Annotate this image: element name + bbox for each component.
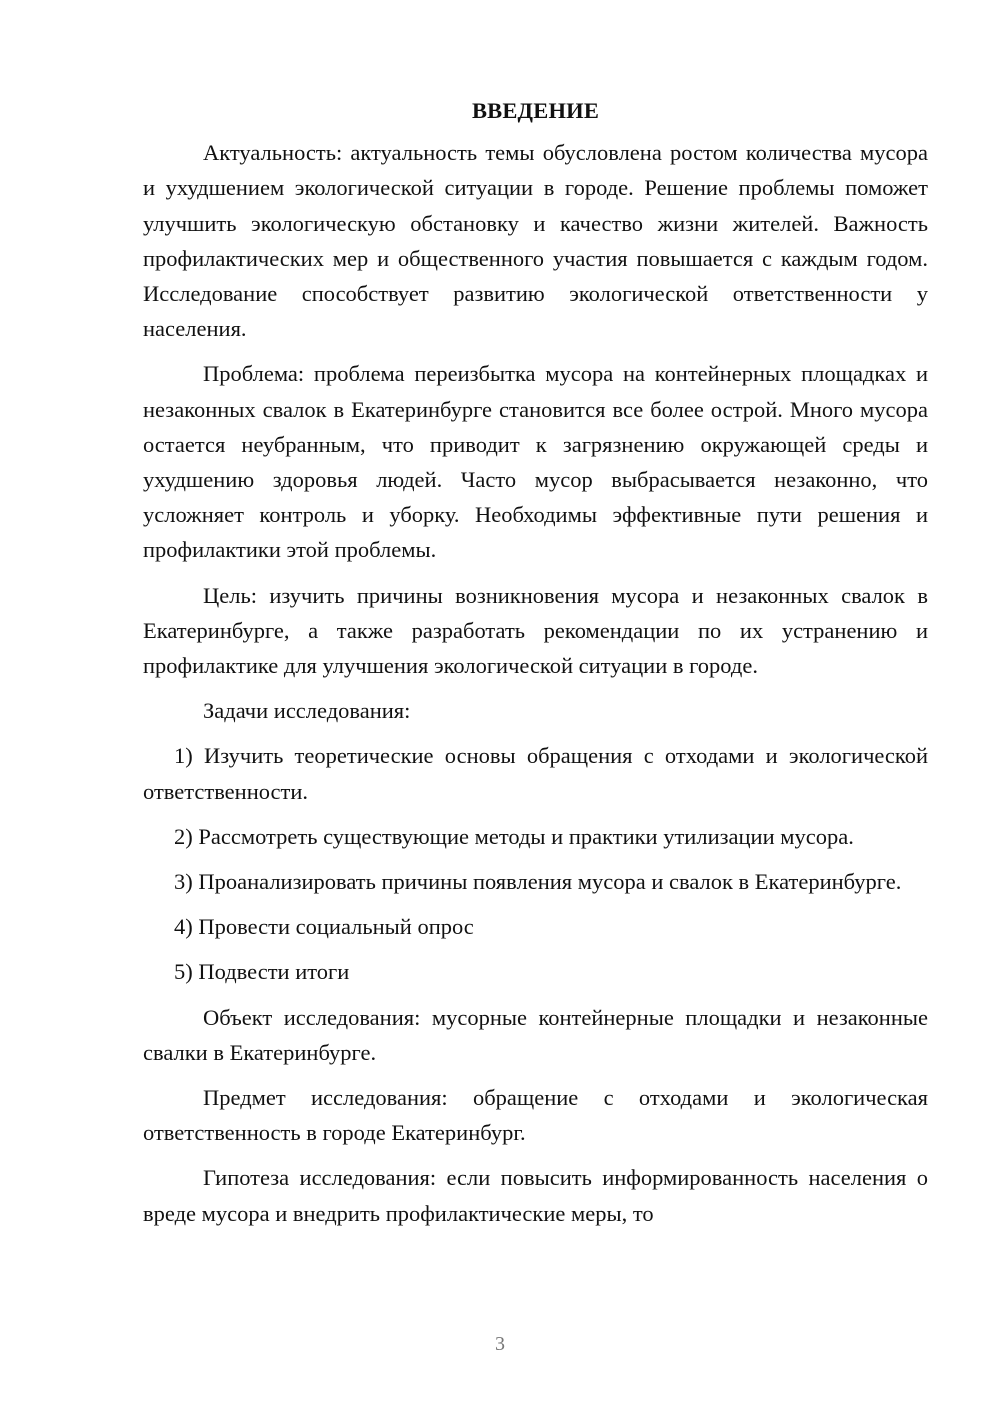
relevance-paragraph: Актуальность: актуальность темы обусловлена ростом количества мусора и ухудшением экологической ситуации в городе. Решение проблемы поможет улучшить экологическую обстановку и качество жизни жителей. Важность профилактических мер и общественного участия повышается с каждым годом. Исследование способствует развитию экологической ответственности у населения.	[143, 140, 928, 342]
task-item-2: 2) Рассмотреть существующие методы и практики утилизации мусора.	[174, 823, 854, 849]
page-number: 3	[495, 1333, 505, 1355]
subject-paragraph: Предмет исследования: обращение с отходами и экологическая ответственность в городе Екатеринбург.	[143, 1085, 928, 1146]
tasks-title: Задачи исследования:	[203, 698, 411, 724]
task-item-3: 3) Проанализировать причины появления мусора и свалок в Екатеринбурге.	[174, 869, 902, 895]
task-item-4: 4) Провести социальный опрос	[174, 914, 474, 940]
problem-paragraph: Проблема: проблема переизбытка мусора на контейнерных площадках и незаконных свалок в Екатеринбурге становится все более острой. Много мусора остается неубранным, что приводит к загрязнению окружающей среды и ухудшению здоровья людей. Часто мусор выбрасывается незаконно, что усложняет контроль и уборку. Необходимы эффективные пути решения и профилактики этой проблемы.	[143, 361, 928, 563]
task-item-1: 1) Изучить теоретические основы обращения с отходами и экологической ответственности.	[143, 743, 928, 804]
object-paragraph: Объект исследования: мусорные контейнерные площадки и незаконные свалки в Екатеринбурге.	[143, 1004, 928, 1065]
task-item-5: 5) Подвести итоги	[174, 959, 350, 985]
page-body	[143, 93, 928, 1241]
section-heading: ВВЕДЕНИЕ	[471, 98, 600, 123]
hypothesis-paragraph: Гипотеза исследования: если повысить информированность населения о вреде мусора и внедрить профилактические меры, то	[143, 1165, 928, 1226]
goal-paragraph: Цель: изучить причины возникновения мусора и незаконных свалок в Екатеринбурге, а также разработать рекомендации по их устранению и профилактике для улучшения экологической ситуации в городе.	[143, 582, 928, 679]
